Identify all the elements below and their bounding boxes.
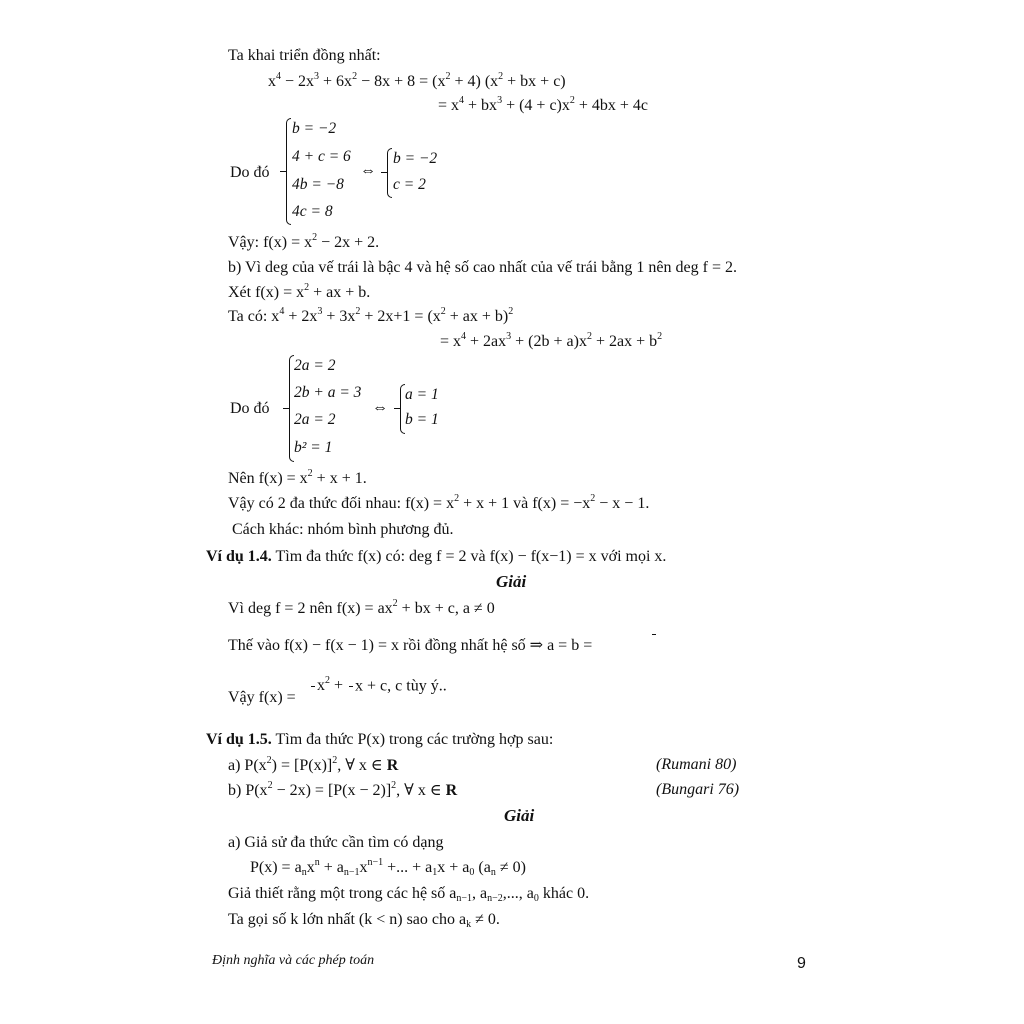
source-note: (Bungari 76): [656, 781, 740, 798]
example-label: Ví dụ 1.4.: [206, 548, 272, 565]
system-equation: a = 1: [405, 386, 439, 403]
example-1-5: [206, 730, 553, 750]
expansion-line-3: Ta có: $x^4 + 2x^3 + 3x^2 + 2x+1 = (x^2$ + ax + b)$^2$: [228, 306, 514, 325]
text-line: [228, 688, 296, 708]
text-span: Thế vào f(x) − f(x − 1) = x rồi đồng nhất hệ số ⇒ a = b =: [228, 637, 593, 654]
fraction-numerator: [311, 686, 315, 687]
system-equation: 4c = 8: [292, 203, 333, 220]
system-equation: b = −2: [393, 150, 438, 167]
text-line: Giả thiết rằng một trong các hệ số $a_{n-1}$, $a_{n-2}$,..., $a_0$ khác 0.: [228, 885, 590, 904]
case-a: a) $P(x^2) = [P(x)]^2$, ∀ x ∈ R: [228, 755, 399, 774]
example-label: Ví dụ 1.5.: [206, 731, 272, 748]
page-number: 9: [797, 955, 806, 972]
example-text: Tìm đa thức f(x) có: deg f = 2 và f(x) − f(x−1) = x với mọi x.: [275, 548, 667, 565]
text-line: Nên $f(x) = x^2 + x + 1$.: [228, 468, 367, 487]
text-line: a) Giả sử đa thức cần tìm có dạng: [228, 834, 444, 851]
expansion-line-4: = $x^4 + 2ax^3 + (2b + a)x^2 + 2ax + b^2$: [440, 331, 663, 350]
text-span: Giả thiết rằng một trong các hệ số a: [228, 885, 457, 902]
case-b: b) $P(x^2 - 2x) = [P(x - 2)]^2$, ∀ x ∈ R: [228, 780, 458, 799]
left-brace: [387, 148, 392, 198]
text-line: Ta gọi số k lớn nhất (k < n) sao cho $a_k \ne 0$.: [228, 911, 500, 930]
left-brace: [286, 118, 291, 225]
footer-title: Định nghĩa và các phép toán: [212, 953, 375, 968]
text-line: Xét $f(x) = x^2$ + ax + b.: [228, 282, 371, 301]
conclusion-line: Vậy: $f(x) = x^2 - 2x + 2$.: [228, 232, 380, 251]
system-equation: 4 + c = 6: [292, 148, 351, 165]
system-equation: b = 1: [405, 411, 439, 428]
text-span: x + c, c tùy ý..: [355, 677, 447, 695]
solution-heading: Giải: [504, 806, 535, 825]
paragraph-line: b) Vì deg của vế trái là bậc 4 và hệ số cao nhất của vế trái bằng 1 nên deg f = 2.: [228, 259, 737, 276]
text-line: Cách khác: nhóm bình phương đủ.: [232, 521, 454, 538]
fraction-numerator: [652, 634, 656, 635]
fraction-numerator: [349, 686, 353, 687]
formula-fractions: $x^2$ + x + c, c tùy ý..: [309, 676, 447, 696]
expansion-line-1: $x^4 - 2x^3 + 6x^2 - 8x + 8 = (x^2 + 4) (x^2$ + bx + c): [268, 71, 566, 90]
solution-heading: Giải: [496, 572, 527, 591]
source-note: (Rumani 80): [656, 756, 737, 773]
fraction-half: [650, 624, 658, 644]
example-text: Tìm đa thức P(x) trong các trường hợp sau:: [275, 731, 554, 748]
system-equation: 4b = −8: [292, 176, 344, 193]
text-line: Ta khai triển đồng nhất:: [228, 47, 381, 64]
expansion-line-2: = $x^4 + bx^3 + (4 + c)x^2 + 4bx + 4c$: [438, 95, 649, 114]
do-do-label: Do đó: [230, 400, 270, 417]
equiv-symbol: ⇔: [372, 399, 388, 416]
text-line: Vì deg f = 2 nên $f(x) = ax^2$ + bx + c, a ≠ 0: [228, 598, 495, 617]
text-line: Vậy có 2 đa thức đối nhau: $f(x) = x^2 + x + 1$ và $f(x) = -x^2 - x - 1$.: [228, 493, 650, 512]
system-equation: b = −2: [292, 120, 337, 137]
text-span: Vậy f(x) =: [228, 689, 296, 706]
system-equation: b² = 1: [294, 439, 333, 456]
text-span: Ta gọi số k lớn nhất (k < n) sao cho a: [228, 911, 467, 928]
system-equation: 2a = 2: [294, 357, 336, 374]
do-do-label: Do đó: [230, 164, 270, 181]
system-equation: 2b + a = 3: [294, 384, 362, 401]
text-line: [228, 636, 592, 656]
system-equation: 2a = 2: [294, 411, 336, 428]
polynomial-form: $P(x) = a_nx^n + a_{n-1}x^{n-1}$ +... + $a_1x + a_0$ $(a_n \ne 0)$: [250, 857, 526, 878]
equiv-symbol: ⇔: [360, 162, 376, 179]
example-1-4: [206, 547, 666, 567]
system-equation: c = 2: [393, 176, 426, 193]
